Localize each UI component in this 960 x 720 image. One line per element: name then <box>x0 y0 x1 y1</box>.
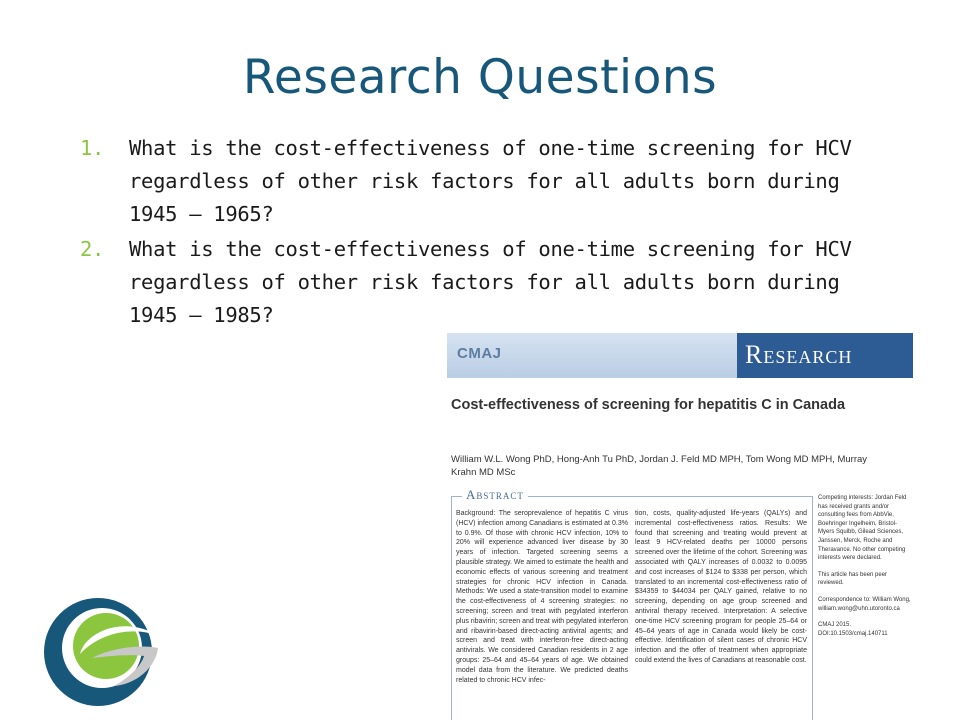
peer-review-note: This article has been peer reviewed. <box>818 571 888 587</box>
paper-sidebar <box>818 494 913 646</box>
organization-logo-icon <box>40 592 160 710</box>
list-item <box>80 233 890 332</box>
journal-banner <box>447 333 913 378</box>
paper-thumbnail <box>447 333 913 720</box>
abstract-column-left: Background: The seroprevalence of hepatitis C virus (HCV) infection among Canadians is estimated at 0.3% to 0.9%. Of those with chronic HCV infection, 10% to 20% will experience advanced liver disease by 30 years of infection. Targeted screening seems a plausible strategy. We aimed to estimate the health and economic effects of various screening and treatment strategies for chronic HCV infection in Canada. Methods: We used a state-transition model to examine the cost-effectiveness of 4 screening strategies: no screening; screen and treat with pegylated interferon plus ribavirin; screen and treat with pegylated interferon and ribavirin-based direct-acting antiviral agents; and screen and treat with interferon-free direct-acting antivirals. We considered Canadian residents in 2 age groups: 25–64 and 45–64 years of age. We obtained model data from the literature. We predicted deaths related to chronic HCV infec- <box>456 510 628 684</box>
paper-title: Cost-effectiveness of screening for hepatitis C in Canada <box>451 397 846 413</box>
paper-authors: William W.L. Wong PhD, Hong-Anh Tu PhD, Jordan J. Feld MD MPH, Tom Wong MD MPH, Murray Krahn MD MSc <box>451 454 868 478</box>
abstract-column-right: tion, costs, quality-adjusted life-years (QALYs) and incremental cost-effectiveness ratios. Results: We found that screening and treating would prevent at least 9 HCV-related deaths per 10000 persons screened over the lifetime of the cohort. Screening was associated with QALY increases of 0.0032 to 0.0095 and cost increases of $124 to $338 per person, which translated to an incremental cost-effectiveness ratio of $34359 to $44034 per QALY gained, relative to no screening, depending on age group screened and antiviral therapy received. Interpretation: A selective one-time HCV screening program for people 25–64 or 45–64 years of age in Canada would likely be cost-effective. Identification of silent cases of chronic HCV infection and the offer of treatment when appropriate could extend the lives of Canadians at reasonable cost. <box>635 510 807 664</box>
section-label: Research <box>745 340 853 369</box>
list-item <box>80 132 890 231</box>
question-number: 2. <box>80 237 105 261</box>
citation: CMAJ 2015. DOI:10.1503/cmaj.140711 <box>818 622 888 637</box>
abstract-box <box>451 487 813 720</box>
slide-title: Research Questions <box>242 50 718 105</box>
abstract-heading: Abstract <box>462 487 528 503</box>
question-text: What is the cost-effectiveness of one-time screening for HCV regardless of other risk factors for all adults born during 1945 – 1965? <box>129 136 852 226</box>
correspondence: Correspondence to: William Wong, william.wong@uhn.utoronto.ca <box>818 596 911 612</box>
research-questions-list <box>80 132 890 334</box>
question-text: What is the cost-effectiveness of one-time screening for HCV regardless of other risk factors for all adults born during 1945 – 1985? <box>129 237 852 327</box>
question-number: 1. <box>80 136 105 160</box>
journal-name: CMAJ <box>457 345 502 362</box>
competing-interests: Competing interests: Jordan Feld has received grants and/or consulting fees from AbbVie, Boehringer Ingelheim, Bristol-Myers Squibb, Gilead Sciences, Janssen, Merck, Roche and Theravance. No other competing interests were declared. <box>818 495 907 562</box>
